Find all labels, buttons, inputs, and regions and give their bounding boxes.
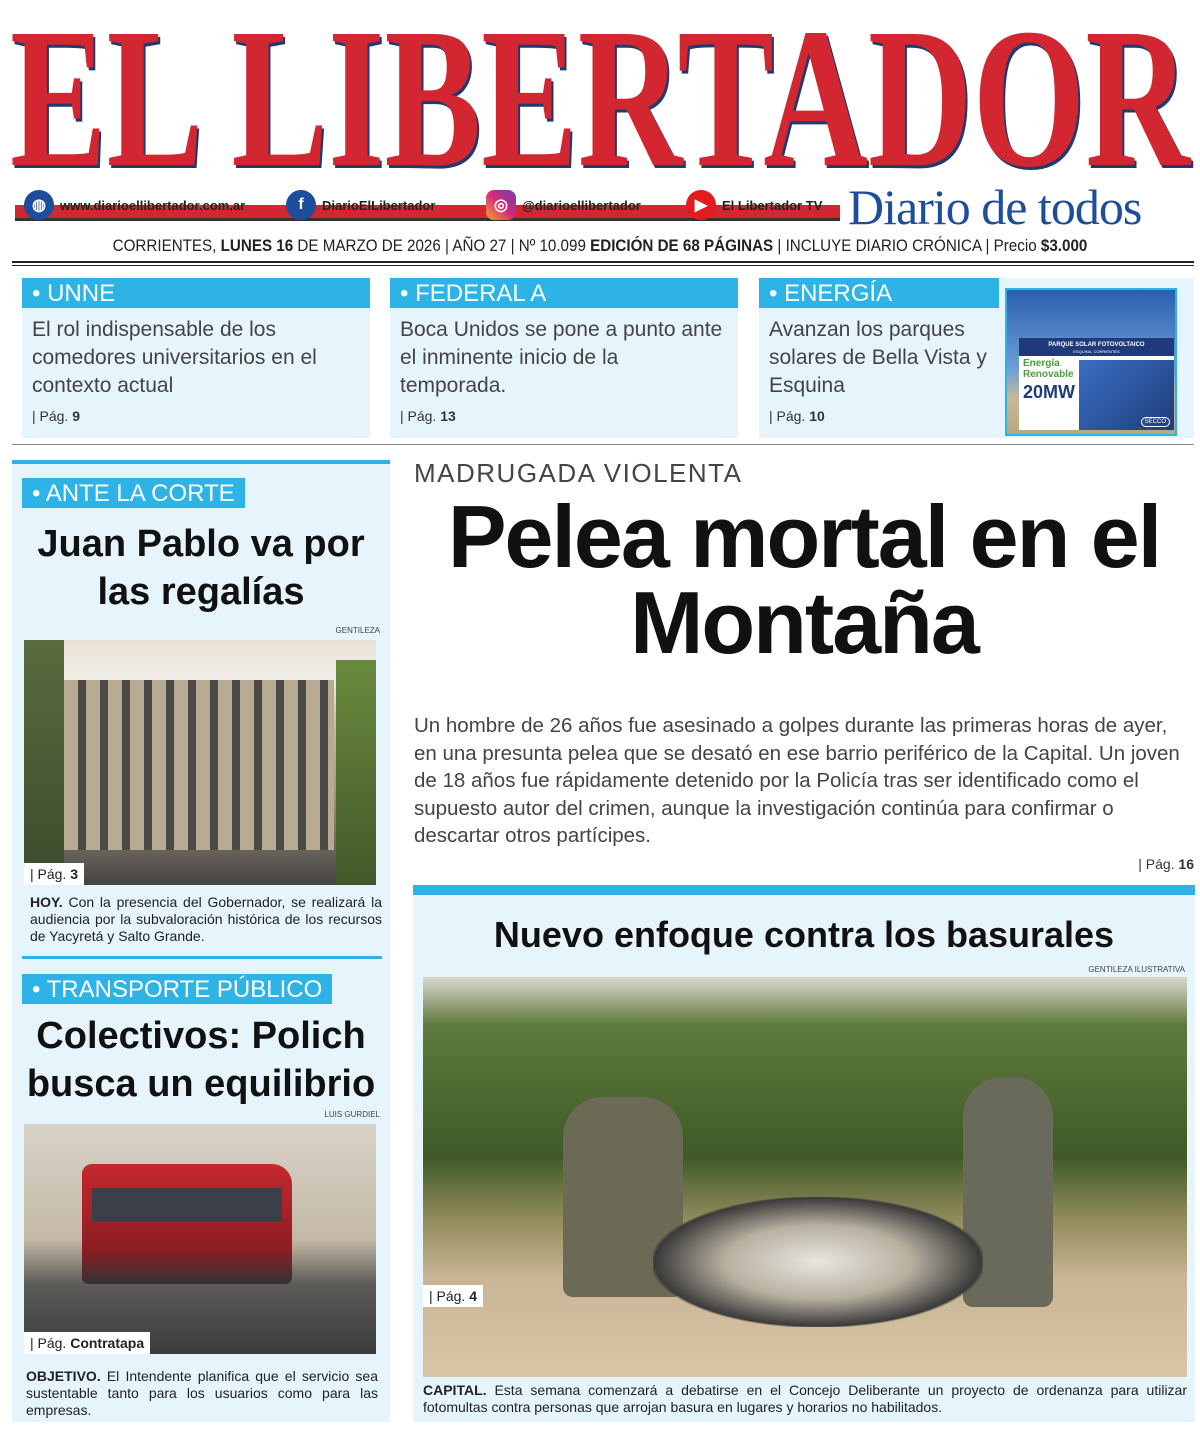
workers-photo bbox=[423, 977, 1187, 1377]
teaser-energia[interactable] bbox=[759, 278, 1194, 438]
photo-credit: LUIS GURDIEL bbox=[324, 1110, 380, 1119]
garbage-pile bbox=[653, 1197, 983, 1327]
bus-photo bbox=[24, 1124, 376, 1354]
bus bbox=[82, 1164, 292, 1284]
section-label: • UNNE bbox=[22, 278, 370, 308]
main-headline[interactable]: Pelea mortal en el Montaña bbox=[447, 487, 1161, 672]
globe-icon: ◍ bbox=[24, 190, 54, 220]
teaser-text: Boca Unidos se pone a punto ante el inminente inicio de la temporada. bbox=[400, 318, 723, 397]
caption-text: Con la presencia del Gobernador, se realizará la audiencia por la subvaloración histórica de los recursos de Yacyretá y Salto Grande. bbox=[30, 894, 383, 944]
page-label: | Pág. bbox=[32, 408, 69, 424]
sign-power: 20MW bbox=[1023, 382, 1076, 402]
divider bbox=[22, 956, 382, 959]
page-ref bbox=[423, 1285, 483, 1307]
tree bbox=[24, 640, 67, 885]
page-ref bbox=[390, 400, 738, 424]
photo-caption bbox=[423, 1382, 1187, 1416]
date-edition: EDICIÓN DE 68 PÁGINAS bbox=[590, 237, 774, 255]
caption-lead: HOY. bbox=[30, 894, 63, 910]
page-number: 13 bbox=[440, 408, 456, 424]
page-number: 10 bbox=[809, 408, 825, 424]
date-info: DE MARZO DE 2026 | AÑO 27 | Nº 10.099 bbox=[297, 237, 586, 255]
photo-caption bbox=[30, 894, 382, 945]
section-label: • ANTE LA CORTE bbox=[22, 478, 245, 508]
instagram-label: @diarioellibertador bbox=[522, 197, 641, 213]
page-label: | Pág. bbox=[1138, 856, 1175, 872]
photo-credit: GENTILEZA bbox=[335, 626, 380, 635]
website-link[interactable] bbox=[24, 190, 245, 220]
court-photo bbox=[24, 640, 376, 885]
website-label: www.diarioellibertador.com.ar bbox=[60, 197, 246, 213]
page-number: 9 bbox=[72, 408, 81, 424]
teaser-text: Avanzan los parques solares de Bella Vista y Esquina bbox=[769, 318, 987, 397]
header-rule bbox=[12, 261, 1194, 266]
page-ref bbox=[24, 1332, 150, 1354]
date-city: CORRIENTES, bbox=[112, 237, 217, 255]
section-label: • TRANSPORTE PÚBLICO bbox=[22, 974, 332, 1004]
section-label: • ENERGÍA bbox=[759, 278, 999, 308]
story-headline[interactable]: Juan Pablo va por las regalías bbox=[37, 523, 365, 613]
caption-text: El Intendente planifica que el servicio sea sustentable tanto para los usuarios como para las empresas. bbox=[26, 1368, 379, 1418]
date-day: LUNES 16 bbox=[220, 237, 294, 255]
page-number: Contratapa bbox=[70, 1335, 145, 1351]
page-number: 3 bbox=[70, 866, 79, 882]
youtube-label: El Libertador TV bbox=[722, 197, 823, 213]
page-label: | Pág. bbox=[30, 866, 67, 882]
teaser-federal-a[interactable] bbox=[390, 278, 738, 438]
youtube-link[interactable] bbox=[686, 190, 822, 220]
facebook-icon: f bbox=[286, 190, 316, 220]
caption-lead: OBJETIVO. bbox=[26, 1368, 101, 1384]
facebook-label: DiarioElLibertador bbox=[322, 197, 436, 213]
page-number: 4 bbox=[469, 1288, 478, 1304]
dateline bbox=[48, 236, 1152, 256]
masthead-title: EL LIBERTADOR bbox=[10, 0, 1192, 180]
main-kicker: MADRUGADA VIOLENTA bbox=[414, 458, 743, 488]
facebook-link[interactable] bbox=[286, 190, 435, 220]
caption-text: Esta semana comenzará a debatirse en el Concejo Deliberante un proyecto de ordenanza para utilizar fotomultas contra personas que arrojan basura en lugares y horarios no habilitados. bbox=[423, 1382, 1188, 1415]
photo-caption bbox=[26, 1368, 378, 1419]
page-label: | Pág. bbox=[400, 408, 437, 424]
bus-windows bbox=[92, 1188, 282, 1222]
sign-title: PARQUE SOLAR FOTOVOLTAICO bbox=[1019, 338, 1174, 349]
caption-lead: CAPITAL. bbox=[423, 1382, 487, 1398]
left-column bbox=[12, 460, 390, 1422]
tagline: Diario de todos bbox=[848, 179, 1142, 235]
sign-subtitle: ESQUINA, CORRIENTES bbox=[1019, 349, 1174, 356]
page-number: 16 bbox=[1178, 856, 1194, 872]
page-label: | Pág. bbox=[769, 408, 806, 424]
section-rule bbox=[12, 444, 1194, 445]
page-ref bbox=[24, 863, 84, 885]
date-extra: | INCLUYE DIARIO CRÓNICA | Precio bbox=[777, 237, 1037, 255]
masthead-logo bbox=[10, 0, 1195, 180]
story-headline[interactable]: Nuevo enfoque contra los basurales bbox=[493, 914, 1115, 955]
sign-line1: Energía bbox=[1023, 358, 1060, 369]
date-price: $3.000 bbox=[1040, 237, 1088, 255]
page-ref bbox=[22, 400, 370, 424]
main-body: Un hombre de 26 años fue asesinado a golpes durante las primeras horas de ayer, en una presunta pelea que se desató en ese barrio periférico de la Capital. Un joven de 18 años fue rápidamente detenido por la Policía tras ser identificado como el supuesto autor del crimen, aunque la investigación continúa para confirmar o descartar otros partícipes. bbox=[414, 714, 1180, 847]
solar-sign bbox=[1019, 338, 1174, 430]
page-label: | Pág. bbox=[30, 1335, 67, 1351]
page-label: | Pág. bbox=[429, 1288, 466, 1304]
court-building bbox=[64, 680, 334, 850]
teaser-text: El rol indispensable de los comedores universitarios en el contexto actual bbox=[32, 318, 317, 397]
basurales-story bbox=[413, 885, 1195, 1422]
photo-credit: GENTILEZA ILUSTRATIVA bbox=[1088, 965, 1185, 974]
teaser-unne[interactable] bbox=[22, 278, 370, 438]
sign-line2: Renovable bbox=[1023, 369, 1074, 380]
story-headline[interactable]: Colectivos: Polich busca un equilibrio bbox=[26, 1015, 376, 1105]
solar-park-photo bbox=[1005, 288, 1177, 436]
youtube-icon: ▶ bbox=[686, 190, 716, 220]
sign-brand: SECCO bbox=[1141, 417, 1170, 427]
tree bbox=[336, 660, 376, 885]
instagram-link[interactable] bbox=[486, 190, 641, 220]
page-ref bbox=[1138, 856, 1194, 872]
section-label: • FEDERAL A bbox=[390, 278, 738, 308]
instagram-icon: ◎ bbox=[486, 190, 516, 220]
